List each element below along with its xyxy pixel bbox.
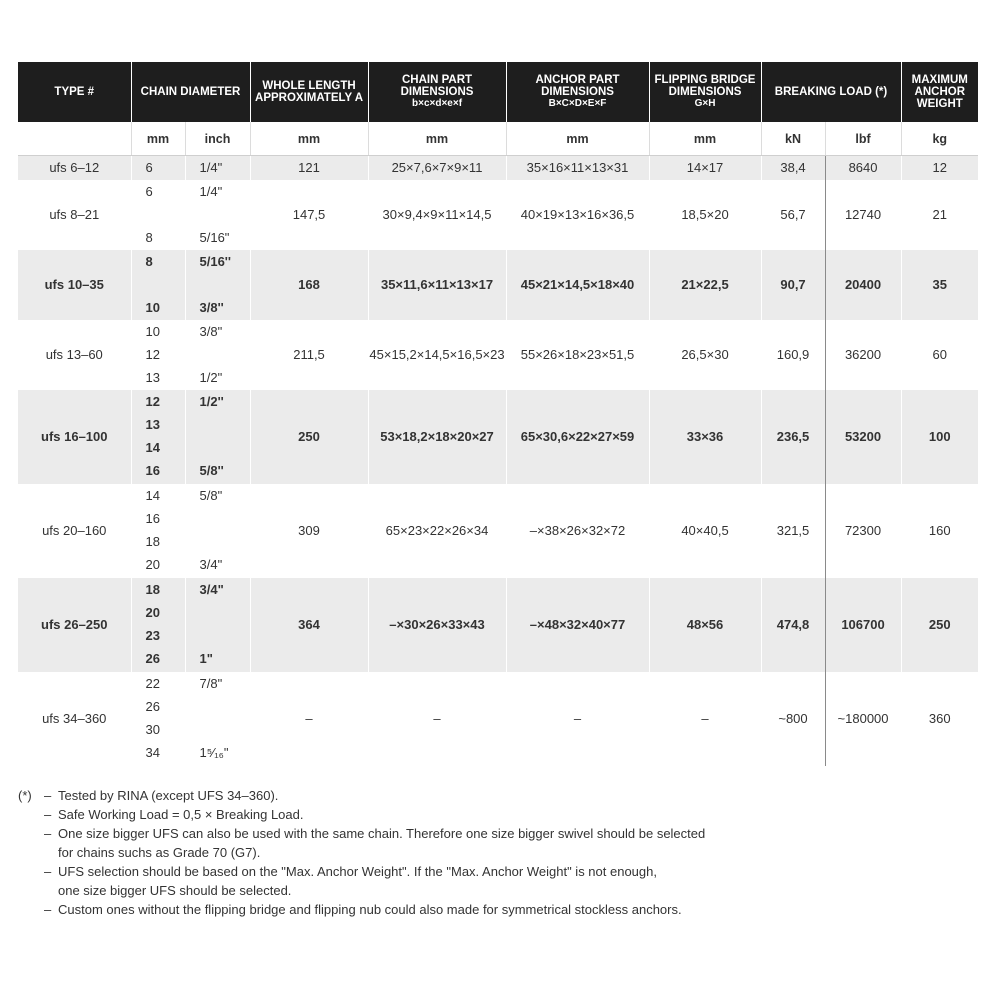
whole-length-cell: 121 bbox=[250, 156, 368, 180]
unit-cell: kN bbox=[761, 122, 825, 156]
chain-part-cell: 45×15,2×14,5×16,5×23 bbox=[368, 320, 506, 390]
flipping-bridge-cell: – bbox=[649, 672, 761, 766]
chain-inch-value bbox=[186, 205, 250, 225]
header-chain-part-sub: b×c×d×e×f bbox=[412, 98, 463, 109]
breaking-load-lbf-cell: 36200 bbox=[825, 320, 901, 390]
type-cell: ufs 26–250 bbox=[18, 578, 131, 672]
anchor-part-cell: –×48×32×40×77 bbox=[506, 578, 649, 672]
unit-cell: mm bbox=[131, 122, 185, 156]
chain-inch-value: 3/4" bbox=[199, 581, 224, 597]
max-anchor-weight-cell: 12 bbox=[932, 160, 948, 176]
whole-length-cell: 168 bbox=[250, 250, 368, 320]
whole-length-cell: 250 bbox=[250, 390, 368, 484]
chain-mm-value: 12 bbox=[145, 346, 160, 362]
max-anchor-weight-cell: 21 bbox=[932, 207, 948, 222]
chain-part-cell: 53×18,2×18×20×27 bbox=[368, 390, 506, 484]
whole-length-cell: 147,5 bbox=[250, 180, 368, 250]
max-anchor-weight-cell: 250 bbox=[928, 617, 951, 632]
chain-mm-value: 8 bbox=[145, 229, 153, 245]
chain-part-cell: 35×11,6×11×13×17 bbox=[368, 250, 506, 320]
chain-mm-value: 22 bbox=[145, 675, 160, 691]
anchor-part-cell: –×38×26×32×72 bbox=[506, 484, 649, 578]
footnote-item bbox=[18, 786, 978, 805]
chain-mm-value: 10 bbox=[145, 323, 160, 339]
chain-mm-value: 23 bbox=[145, 628, 160, 644]
unit-cell: lbf bbox=[825, 122, 901, 156]
breaking-load-lbf-cell: 20400 bbox=[825, 250, 901, 320]
breaking-load-lbf-cell: ~180000 bbox=[825, 672, 901, 766]
table-row bbox=[18, 320, 978, 390]
whole-length-cell: 364 bbox=[250, 578, 368, 672]
anchor-part-cell: 35×16×11×13×31 bbox=[506, 156, 649, 180]
header-max-anchor-weight: MAXIMUM ANCHOR WEIGHT bbox=[901, 62, 978, 122]
chain-inch-value: 5/16'' bbox=[199, 253, 231, 269]
whole-length-cell: 309 bbox=[250, 484, 368, 578]
footnote-text: Safe Working Load = 0,5 × Breaking Load. bbox=[58, 807, 304, 822]
flipping-bridge-cell: 26,5×30 bbox=[649, 320, 761, 390]
type-cell: ufs 10–35 bbox=[18, 250, 131, 320]
header-flipping-bridge-sub: G×H bbox=[694, 98, 716, 109]
max-anchor-weight-cell: 60 bbox=[932, 347, 948, 362]
chain-mm bbox=[131, 250, 185, 320]
header-type: TYPE # bbox=[18, 62, 131, 122]
breaking-load-lbf-cell: 53200 bbox=[825, 390, 901, 484]
chain-inch bbox=[185, 180, 250, 250]
whole-length-cell: 211,5 bbox=[250, 320, 368, 390]
chain-inch bbox=[185, 250, 250, 320]
breaking-load-kn-cell: 90,7 bbox=[761, 250, 825, 320]
chain-inch bbox=[185, 578, 250, 672]
footnote-item bbox=[18, 900, 978, 919]
anchor-part-cell: 40×19×13×16×36,5 bbox=[506, 180, 649, 250]
table-row bbox=[18, 156, 978, 180]
header-anchor-part-label: ANCHOR PART DIMENSIONS bbox=[535, 74, 620, 98]
unit-cell: mm bbox=[368, 122, 506, 156]
chain-mm-value: 20 bbox=[145, 604, 160, 620]
chain-inch-value bbox=[186, 509, 250, 529]
breaking-load-lbf-cell: 8640 bbox=[825, 156, 901, 180]
chain-inch-value bbox=[186, 532, 250, 552]
header-breaking-load: BREAKING LOAD (*) bbox=[761, 62, 901, 122]
chain-mm-value: 18 bbox=[145, 581, 160, 597]
unit-cell: inch bbox=[185, 122, 250, 156]
chain-mm-value: 18 bbox=[145, 534, 160, 550]
dash-icon: – bbox=[44, 864, 52, 879]
header-chain-part bbox=[368, 62, 506, 122]
type-cell: ufs 34–360 bbox=[18, 672, 131, 766]
chain-mm-value: 10 bbox=[145, 299, 160, 315]
breaking-load-kn-cell: 474,8 bbox=[761, 578, 825, 672]
chain-inch-value bbox=[186, 720, 250, 740]
flipping-bridge-cell: 48×56 bbox=[649, 578, 761, 672]
chain-mm bbox=[131, 390, 185, 484]
chain-inch-value: 1" bbox=[199, 651, 213, 667]
chain-mm-value: 26 bbox=[145, 698, 160, 714]
chain-inch-value: 3/8" bbox=[199, 323, 223, 339]
chain-inch-value bbox=[186, 603, 250, 623]
footnote-text: Tested by RINA (except UFS 34–360). bbox=[58, 788, 279, 803]
chain-inch-value: 5/8" bbox=[199, 487, 223, 503]
chain-inch bbox=[185, 390, 250, 484]
header-flipping-bridge-label: FLIPPING BRIDGE DIMENSIONS bbox=[654, 74, 756, 98]
type-cell: ufs 16–100 bbox=[18, 390, 131, 484]
max-anchor-weight-cell: 100 bbox=[928, 429, 951, 444]
chain-mm-value: 26 bbox=[145, 651, 160, 667]
chain-inch-value: 1/4" bbox=[199, 183, 223, 199]
type-cell: ufs 13–60 bbox=[18, 320, 131, 390]
anchor-part-cell: – bbox=[506, 672, 649, 766]
table-row bbox=[18, 180, 978, 250]
footnote-marker: (*) bbox=[18, 788, 32, 803]
whole-length-cell: – bbox=[250, 672, 368, 766]
footnote-text: Custom ones without the flipping bridge and flipping nub could also made for symmetrical stockless anchors. bbox=[58, 902, 682, 917]
chain-mm-value bbox=[132, 205, 185, 225]
anchor-part-cell: 55×26×18×23×51,5 bbox=[506, 320, 649, 390]
type-cell: ufs 8–21 bbox=[18, 180, 131, 250]
chain-inch-value bbox=[186, 345, 250, 365]
unit-cell: mm bbox=[649, 122, 761, 156]
breaking-load-kn-cell: 38,4 bbox=[761, 156, 825, 180]
max-anchor-weight-cell: 160 bbox=[928, 523, 951, 538]
header-flipping-bridge bbox=[649, 62, 761, 122]
chain-mm bbox=[131, 484, 185, 578]
footnotes bbox=[18, 786, 978, 919]
chain-inch-value bbox=[186, 438, 250, 458]
breaking-load-kn-cell: 56,7 bbox=[761, 180, 825, 250]
chain-mm-value: 13 bbox=[145, 416, 160, 432]
chain-inch-value: 1⁵⁄₁₆" bbox=[199, 745, 229, 761]
chain-inch-value: 3/4" bbox=[199, 557, 223, 573]
chain-inch-value: 5/8'' bbox=[199, 463, 224, 479]
chain-inch bbox=[185, 484, 250, 578]
flipping-bridge-cell: 33×36 bbox=[649, 390, 761, 484]
chain-inch bbox=[185, 320, 250, 390]
header-anchor-part bbox=[506, 62, 649, 122]
chain-mm-value: 34 bbox=[145, 745, 160, 761]
chain-mm-value: 20 bbox=[145, 557, 160, 573]
table-row bbox=[18, 578, 978, 672]
flipping-bridge-cell: 21×22,5 bbox=[649, 250, 761, 320]
footnote-text: One size bigger UFS can also be used with the same chain. Therefore one size bigger swivel should be selected for chains suchs as Grade 70 (G7). bbox=[58, 826, 706, 860]
chain-mm-value: 30 bbox=[145, 722, 160, 738]
ufs-spec-table bbox=[18, 62, 978, 766]
chain-inch bbox=[185, 156, 250, 180]
chain-part-cell: 25×7,6×7×9×11 bbox=[368, 156, 506, 180]
footnote-item bbox=[18, 805, 978, 824]
footnote-text: UFS selection should be based on the "Max. Anchor Weight". If the "Max. Anchor Weight" is not enough, one size bigger UFS should be selected. bbox=[58, 864, 657, 898]
chain-part-cell: 30×9,4×9×11×14,5 bbox=[368, 180, 506, 250]
chain-inch-value: 3/8'' bbox=[199, 299, 224, 315]
dash-icon: – bbox=[44, 788, 52, 803]
chain-mm-value: 16 bbox=[145, 463, 160, 479]
breaking-load-kn-cell: ~800 bbox=[761, 672, 825, 766]
chain-part-cell: – bbox=[368, 672, 506, 766]
chain-part-cell: 65×23×22×26×34 bbox=[368, 484, 506, 578]
dash-icon: – bbox=[44, 807, 52, 822]
chain-inch-value: 5/16" bbox=[199, 229, 230, 245]
chain-mm-value: 12 bbox=[145, 393, 160, 409]
table-row bbox=[18, 390, 978, 484]
chain-inch-value: 1/4" bbox=[199, 159, 223, 175]
unit-cell: mm bbox=[250, 122, 368, 156]
breaking-load-kn-cell: 236,5 bbox=[761, 390, 825, 484]
chain-mm-value: 6 bbox=[145, 159, 153, 175]
breaking-load-lbf-cell: 72300 bbox=[825, 484, 901, 578]
dash-icon: – bbox=[44, 902, 52, 917]
header-chain-part-label: CHAIN PART DIMENSIONS bbox=[400, 74, 474, 98]
footnote-item bbox=[18, 862, 978, 900]
unit-blank bbox=[18, 122, 131, 156]
chain-inch-value: 1/2'' bbox=[199, 393, 224, 409]
header-anchor-part-sub: B×C×D×E×F bbox=[548, 98, 607, 109]
flipping-bridge-cell: 40×40,5 bbox=[649, 484, 761, 578]
chain-inch-value bbox=[186, 275, 250, 295]
max-anchor-weight-cell: 360 bbox=[928, 711, 951, 726]
breaking-load-lbf-cell: 12740 bbox=[825, 180, 901, 250]
chain-inch-value: 7/8" bbox=[199, 675, 223, 691]
chain-part-cell: –×30×26×33×43 bbox=[368, 578, 506, 672]
flipping-bridge-cell: 14×17 bbox=[649, 156, 761, 180]
chain-mm-value: 14 bbox=[145, 487, 160, 503]
type-cell: ufs 6–12 bbox=[18, 156, 131, 180]
type-cell: ufs 20–160 bbox=[18, 484, 131, 578]
units-row bbox=[18, 122, 978, 156]
unit-cell: mm bbox=[506, 122, 649, 156]
chain-inch-value bbox=[186, 626, 250, 646]
chain-inch bbox=[185, 672, 250, 766]
breaking-load-kn-cell: 160,9 bbox=[761, 320, 825, 390]
chain-mm-value: 8 bbox=[145, 253, 153, 269]
chain-mm-value: 13 bbox=[145, 369, 160, 385]
chain-mm-value: 6 bbox=[145, 183, 153, 199]
chain-inch-value: 1/2" bbox=[199, 369, 223, 385]
breaking-load-lbf-cell: 106700 bbox=[825, 578, 901, 672]
chain-mm bbox=[131, 672, 185, 766]
chain-mm bbox=[131, 156, 185, 180]
anchor-part-cell: 45×21×14,5×18×40 bbox=[506, 250, 649, 320]
table-row bbox=[18, 484, 978, 578]
unit-cell: kg bbox=[901, 122, 978, 156]
anchor-part-cell: 65×30,6×22×27×59 bbox=[506, 390, 649, 484]
chain-inch-value bbox=[186, 697, 250, 717]
chain-mm-value: 16 bbox=[145, 510, 160, 526]
footnote-item bbox=[18, 824, 978, 862]
chain-mm-value: 14 bbox=[145, 440, 160, 456]
chain-inch-value bbox=[186, 415, 250, 435]
chain-mm bbox=[131, 180, 185, 250]
chain-mm bbox=[131, 578, 185, 672]
chain-mm-value bbox=[132, 275, 185, 295]
flipping-bridge-cell: 18,5×20 bbox=[649, 180, 761, 250]
breaking-load-kn-cell: 321,5 bbox=[761, 484, 825, 578]
dash-icon: – bbox=[44, 826, 52, 841]
max-anchor-weight-cell: 35 bbox=[932, 277, 948, 292]
table-row bbox=[18, 250, 978, 320]
header-chain-diameter: CHAIN DIAMETER bbox=[131, 62, 250, 122]
chain-mm bbox=[131, 320, 185, 390]
table-row bbox=[18, 672, 978, 766]
header-whole-length: WHOLE LENGTH APPROXIMATELY A bbox=[250, 62, 368, 122]
